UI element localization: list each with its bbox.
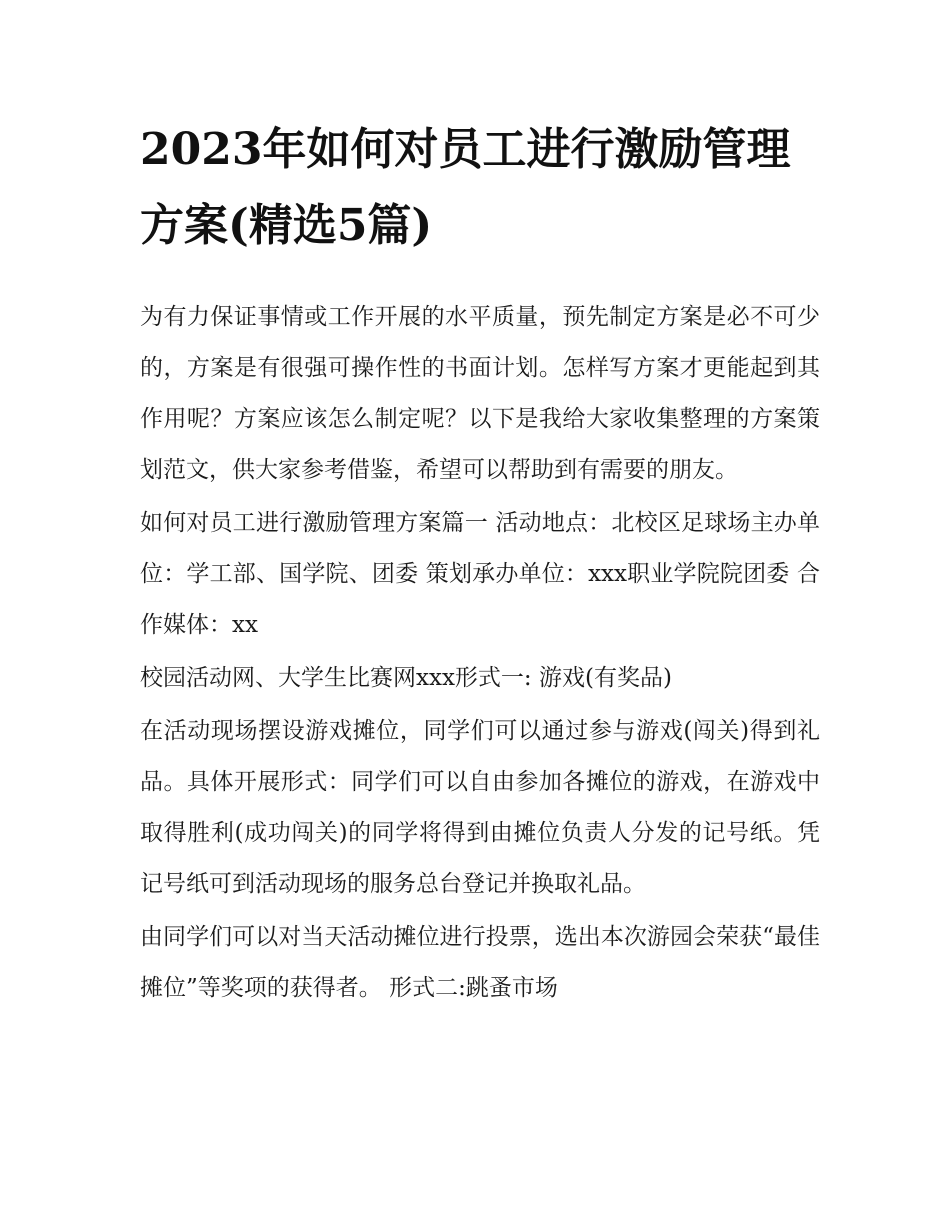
paragraph-game-details: 在活动现场摆设游戏摊位，同学们可以通过参与游戏(闯关)得到礼品。具体开展形式：同学们可以自由参加各摊位的游戏，在游戏中取得胜利(成功闯关)的同学将得到由摊位负责人分发的记号纸。凭记号纸可到活动现场的服务总台登记并换取礼品。 — [140, 718, 820, 897]
paragraph-voting: 由同学们可以对当天活动摊位进行投票，选出本次游园会荣获“最佳摊位”等奖项的获得者。 形式二:跳蚤市场 — [140, 924, 820, 1001]
paragraph-event-info: 如何对员工进行激励管理方案篇一 活动地点：北校区足球场主办单位：学工部、国学院、团委 策划承办单位：xxx职业学院院团委 合作媒体：xx — [140, 510, 820, 638]
paragraph-intro: 为有力保证事情或工作开展的水平质量，预先制定方案是必不可少的，方案是有很强可操作性的书面计划。怎样写方案才更能起到其作用呢？方案应该怎么制定呢？以下是我给大家收集整理的方案策划范文，供大家参考借鉴，希望可以帮助到有需要的朋友。 — [140, 304, 820, 483]
document-title: 2023年如何对员工进行激励管理方案(精选5篇) — [140, 124, 791, 251]
document-page — [140, 112, 820, 1016]
document-body — [140, 292, 820, 1014]
paragraph-media-form-one: 校园活动网、大学生比赛网xxx形式一: 游戏(有奖品) — [140, 665, 672, 691]
